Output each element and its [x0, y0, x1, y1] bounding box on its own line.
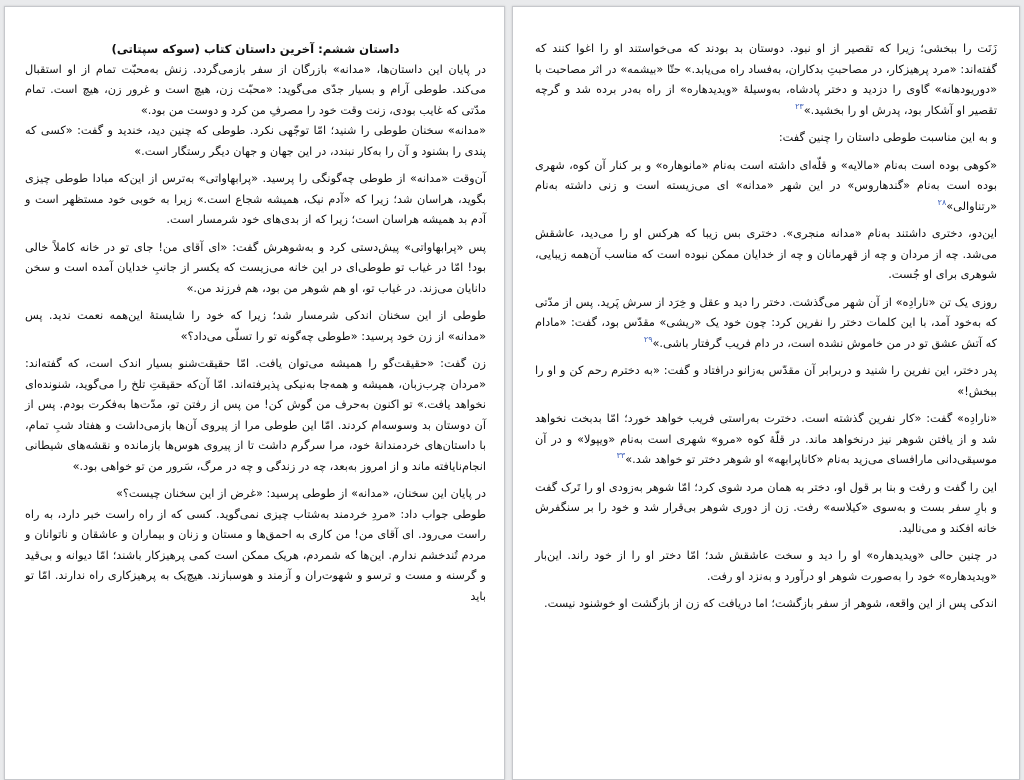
- paragraph: این را گفت و رفت و بنا بر قول او، دختر به همان مرد شوی کرد؛ امّا شوهر به‌زودی او را تَرک گفت و بارِ سفر بست و به‌سوی «کیلاسه» رفت. زن از دوری شوهر بی‌قرار شد و خود را بر سنگفرش خانه افکند و می‌نالید.: [535, 480, 997, 535]
- left-page-text: [25, 39, 486, 607]
- paragraph: و به این مناسبت طوطی داستان را چنین گفت:: [778, 131, 997, 144]
- chapter-title: داستان ششم: آخرین داستان کتاب (سوکه سپتاتی): [111, 42, 400, 56]
- paragraph-text: روزی یک تن «نارادِه» از آن شهر می‌گذشت. دختر را دید و عقل و خِرَد از سرش پَرید. پس از مدّتی که به‌خود آمد، با این کلمات دختر را نفرین کرد: چون خود یک «ریشی» مقدّس بود، گفت: «مادام که آتش عشق تو در من خاموش نشده است، در دام فریب گرفتار باشی.»: [535, 295, 997, 350]
- left-page[interactable]: [4, 6, 505, 780]
- paragraph-text: «کوهی بوده است به‌نام «مالایه» و قلّه‌ای داشته است به‌نام «مانوهاره» و بر کنار آن کوه، شهری بوده است به‌نام «گندهاروس» در این شهر «مدانه» ای می‌زیسته است و زنی داشته به‌نام «رتناوالی»: [535, 158, 997, 213]
- paragraph: «مدانه» سخنان طوطی را شنید؛ امّا توجّهی نکرد. طوطی که چنین دید، خندید و گفت: «کسی که پندی را بشنود و آن را به‌کار نبندد، در این جهان و جهان دیگر رستگار است.»: [25, 124, 486, 158]
- paragraph: این‌دو، دختری داشتند به‌نام «مدانه منجری». دختری بس زیبا که هرکس او را می‌دید، عاشقش می‌شد. چه از مردان و چه از قهرمانان و چه از خدایان ممکن نبوده است که مناسب آن‌همه زیبایی، شوهری برای او جُست.: [535, 227, 997, 281]
- paragraph: در پایان این سخنان، «مدانه» از طوطی پرسید: «غرض از این سخنان چیست؟»: [115, 487, 486, 500]
- footnote-marker[interactable]: ۲۹: [643, 334, 653, 344]
- paragraph: پس «پرابهاواتی» پیش‌دستی کرد و به‌شوهرش گفت: «ای آقای من! جای تو در خانه کاملاً خالی بود! امّا در غیاب تو طوطی‌ای در این خانه می‌زیست که یکسر از جانبِ خدایان آمده است و سخن دانایان می‌زند. در غیاب تو، او هم شوهر من بود، هم فرزند من.»: [25, 240, 486, 295]
- paragraph-text: «نارادِه» گفت: «کار نفرین گذشته است. دخترت به‌راستی فریب خواهد خورد؛ امّا بدبخت نخواهد شد و از یافتن شوهر نیز درنخواهد ماند. در قلّهٔ کوه «مرو» شهری است به‌نام «ویپولا» و در آن موسیقی‌دانی مارافسای می‌زید به‌نام «کاناپرابهه» او شوهر دختر تو خواهد شد.»: [535, 412, 997, 466]
- paragraph: زن گفت: «حقیقت‌گو را همیشه می‌توان یافت. امّا حقیقت‌شنو بسیار اندک است، که گفته‌اند: «مردان چرب‌زبان، همیشه و همه‌جا به‌نیکی پذیرفته‌اند. امّا آن‌که حقیقتِ تلخ را می‌گوید، شنونده‌ای نخواهد یافت.» تو اکنون به‌حرف من گوش کن! من پس از رفتن تو، مدّت‌ها به‌فکرت بودم. پس از آن دوستان بد وسوسه‌ام کردند. امّا این طوطی مرا از پیروی آن‌ها بازمی‌داشت و هفتاد شبِ تمام، با داستان‌های خردمندانهٔ خود، مرا سرگرم داشت تا از پیروی هوس‌ها بازمانده و نقشه‌های شیطانی انجام‌نایافته ماند و از امروز به‌بعد، چه در زندگی و چه در مرگ، سَرور من تو خواهی بود.»: [25, 357, 486, 473]
- footnote-marker[interactable]: ۲۳: [795, 101, 804, 111]
- right-page[interactable]: [512, 6, 1020, 780]
- paragraph: طوطی از این سخنان اندکی شرمسار شد؛ زیرا که خود را شایستهٔ این‌همه نعمت ندید. پس «مدانه» از زن خود پرسید: «طوطی چه‌گونه تو را تسلّی می‌داد؟»: [25, 309, 486, 343]
- paragraph: در چنین حالی «ویدیدهاره» او را دید و سخت عاشقش شد؛ امّا دختر او را از خود راند. این‌بار «ویدیدهاره» خود را به‌صورت شوهر او درآورد و به‌نزد او رفت.: [535, 549, 997, 583]
- paragraph: پدر دختر، این نفرین را شنید و دربرابر آن مقدّس به‌زانو درافتاد و گفت: «به دخترم رحم کن و او را ببخش!»: [535, 364, 997, 398]
- paragraph: [535, 409, 997, 471]
- paragraph: در پایان این داستان‌ها، «مدانه» بازرگان از سفر بازمی‌گردد. زنش به‌محبّت تمام از او استقبال می‌کند. طوطی آرام و بسیار جدّی می‌گوید: «محبّت زن، هیچ است و غرور زن، هیچ است. تمام مدّتی که غایب بودی، زنت وقت خود را مصرفِ من کرد و دوست من بود.»: [25, 62, 486, 117]
- paragraph: [535, 293, 997, 355]
- right-page-text: [535, 39, 997, 622]
- footnote-marker[interactable]: ۲۸: [937, 197, 947, 207]
- paragraph: اندکی پس از این واقعه، شوهر از سفر بازگشت؛ اما دریافت که زن از بازگشت او خوشنود نیست.: [544, 597, 997, 610]
- paragraph: طوطی جواب داد: «مردِ خردمند به‌شتاب چیزی نمی‌گوید. کسی که از راه راست خبر دارد، به راه راست می‌رود. ای آقای من! من کاری به احمق‌ها و مستان و زنان و بیماران و عاشقان و ناتوانان و مردم تُندخشم ندارم. این‌ها که شمردم، هریک ممکن است کمی پرهیزکار باشند؛ امّا دیوانه و بی‌قید و گرسنه و مست و ترسو و شهوت‌ران و آزمند و هوسبازند. هیچ‌یک به پرهیزکاری راه ندارند. امّا تو باید: [25, 507, 486, 603]
- paragraph-text: زَنَت را ببخشی؛ زیرا که تقصیر از او نبود. دوستان بد بودند که می‌خواستند او را اغوا کنند که گفته‌اند: «مرد پرهیزکار، در مصاحبتِ بدکاران، به‌فساد راه می‌یابد.» حتّا «بیشمه» در اثر مصاحبت با «دوریودهانه» گاوی را دزدید و دختر پادشاه، به‌وسیلهٔ «ویدیدهاره» از راه به‌در برده شد و گرچه تقصیر او آشکار بود، پدرش او را بخشید.»: [535, 42, 997, 117]
- footnote-marker[interactable]: ۳۳: [616, 451, 626, 461]
- paragraph: [535, 39, 997, 121]
- paragraph: [535, 156, 997, 218]
- paragraph: آن‌وقت «مدانه» از طوطی چه‌گونگی را پرسید. «پرابهاواتی» به‌ترس از این‌که مبادا طوطی چیزی بگوید، هراسان شد؛ زیرا که «آدم نیک، همیشه شجاع است.» زیرا به خوبی خود مستظهر است و آدم بد همیشه هراسان است؛ زیرا که از بدی‌های خود شرمسار است.: [25, 172, 486, 226]
